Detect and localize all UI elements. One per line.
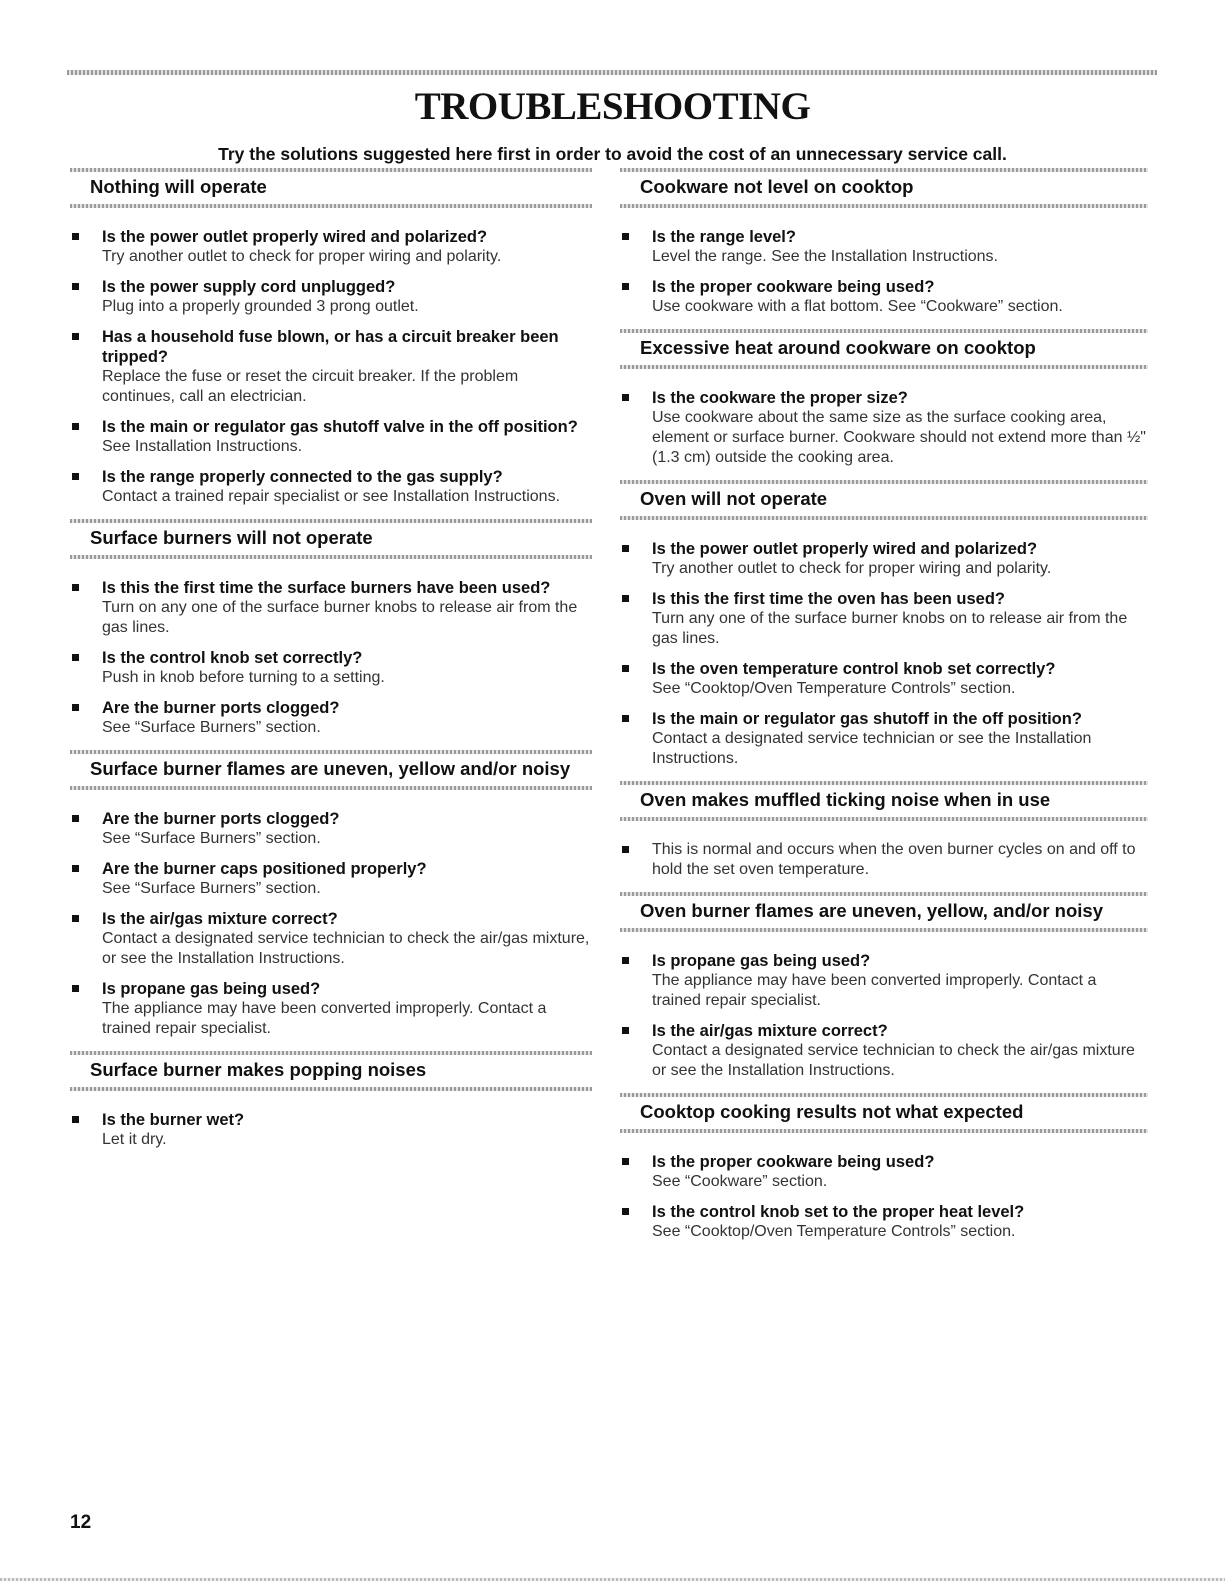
section-title: Oven will not operate — [640, 488, 828, 509]
square-bullet-icon — [72, 283, 79, 290]
question: Are the burner ports clogged? — [102, 810, 340, 828]
square-bullet-icon — [72, 1116, 79, 1123]
square-bullet-icon — [622, 1027, 629, 1034]
answer: Contact a trained repair specialist or see Installation Instructions. — [102, 488, 561, 505]
list-item — [70, 909, 592, 969]
square-bullet-icon — [622, 1208, 629, 1215]
section-header — [620, 781, 1148, 821]
list-item — [620, 840, 1148, 880]
right-column — [620, 168, 1148, 1254]
square-bullet-icon — [72, 704, 79, 711]
section-title: Oven makes muffled ticking noise when in use — [640, 789, 1051, 810]
question: Is the control knob set correctly? — [102, 649, 363, 667]
section-surface-burner-makes-popping-noises — [70, 1051, 592, 1150]
list-item — [70, 467, 592, 507]
list-item — [620, 659, 1148, 699]
square-bullet-icon — [72, 654, 79, 661]
left-column — [70, 168, 592, 1162]
list-item — [620, 1021, 1148, 1081]
question: Is the power outlet properly wired and polarized? — [652, 540, 1038, 558]
answer: Contact a designated service technician to check the air/gas mixture or see the Installation Instructions. — [652, 1042, 1135, 1079]
list-item — [70, 277, 592, 317]
section-header — [620, 1093, 1148, 1133]
list-item — [620, 1152, 1148, 1192]
question: Is the burner wet? — [102, 1111, 245, 1129]
question: Is the proper cookware being used? — [652, 1153, 935, 1171]
question: Is the main or regulator gas shutoff in the off position? — [652, 710, 1082, 728]
section-header — [620, 892, 1148, 932]
bottom-rule — [0, 1578, 1225, 1581]
question: Is the control knob set to the proper heat level? — [652, 1203, 1025, 1221]
section-title: Oven burner flames are uneven, yellow, and/or noisy — [640, 900, 1103, 921]
answer: Turn on any one of the surface burner knobs to release air from the gas lines. — [102, 599, 578, 636]
list-item — [620, 951, 1148, 1011]
question: Is the air/gas mixture correct? — [102, 910, 338, 928]
answer: See “Surface Burners” section. — [102, 719, 321, 736]
section-nothing-will-operate — [70, 168, 592, 507]
square-bullet-icon — [72, 815, 79, 822]
page-subtitle: Try the solutions suggested here first in order to avoid the cost of an unnecessary service call. — [218, 144, 1007, 164]
question: Are the burner ports clogged? — [102, 699, 340, 717]
list-item — [70, 327, 592, 407]
section-header — [70, 168, 592, 208]
question: Is the range properly connected to the gas supply? — [102, 468, 503, 486]
answer: See “Surface Burners” section. — [102, 880, 321, 897]
section-title: Surface burner makes popping noises — [90, 1059, 427, 1080]
square-bullet-icon — [622, 1158, 629, 1165]
section-header — [620, 480, 1148, 520]
section-header — [620, 168, 1148, 208]
answer: Push in knob before turning to a setting. — [102, 669, 385, 686]
square-bullet-icon — [72, 865, 79, 872]
section-surface-burner-flames-are-uneven-yellow-and-or-noisy — [70, 750, 592, 1039]
list-item — [70, 648, 592, 688]
answer: The appliance may have been converted improperly. Contact a trained repair specialist. — [102, 1000, 547, 1037]
section-title: Nothing will operate — [90, 176, 267, 197]
square-bullet-icon — [622, 715, 629, 722]
answer: See “Cookware” section. — [652, 1173, 828, 1190]
list-item — [70, 809, 592, 849]
question: Is this the first time the surface burners have been used? — [102, 579, 551, 597]
square-bullet-icon — [72, 915, 79, 922]
list-item — [70, 698, 592, 738]
question: Is the range level? — [652, 228, 796, 246]
page-title: TROUBLESHOOTING — [414, 85, 811, 128]
answer: Contact a designated service technician or see the Installation Instructions. — [652, 730, 1092, 767]
list-item — [70, 859, 592, 899]
square-bullet-icon — [622, 283, 629, 290]
answer: Contact a designated service technician to check the air/gas mixture, or see the Installation Instructions. — [102, 930, 590, 967]
square-bullet-icon — [72, 584, 79, 591]
list-item — [620, 1202, 1148, 1242]
page-number: 12 — [70, 1512, 92, 1533]
square-bullet-icon — [72, 473, 79, 480]
question: Is the main or regulator gas shutoff valve in the off position? — [102, 418, 578, 436]
section-title: Cookware not level on cooktop — [640, 176, 914, 197]
answer: See “Cooktop/Oven Temperature Controls” section. — [652, 1223, 1016, 1240]
list-item — [70, 578, 592, 638]
question: Are the burner caps positioned properly? — [102, 860, 427, 878]
question: Is the cookware the proper size? — [652, 389, 908, 407]
section-header — [70, 519, 592, 559]
question: Is this the first time the oven has been used? — [652, 590, 1005, 608]
answer: The appliance may have been converted improperly. Contact a trained repair specialist. — [652, 972, 1097, 1009]
square-bullet-icon — [72, 423, 79, 430]
list-item — [620, 709, 1148, 769]
list-item — [620, 227, 1148, 267]
list-item — [70, 979, 592, 1039]
list-item — [620, 589, 1148, 649]
answer: See Installation Instructions. — [102, 438, 303, 455]
section-oven-makes-muffled-ticking-noise-when-in-use — [620, 781, 1148, 880]
list-item — [620, 539, 1148, 579]
question: Is the power supply cord unplugged? — [102, 278, 396, 296]
square-bullet-icon — [72, 985, 79, 992]
square-bullet-icon — [622, 957, 629, 964]
question: Is the air/gas mixture correct? — [652, 1022, 888, 1040]
section-title: Surface burners will not operate — [90, 527, 373, 548]
answer: Plug into a properly grounded 3 prong outlet. — [102, 298, 419, 315]
section-oven-burner-flames-are-uneven-yellow-and-or-noisy — [620, 892, 1148, 1081]
top-rule — [67, 70, 1157, 75]
section-header — [70, 1051, 592, 1091]
question: Is the proper cookware being used? — [652, 278, 935, 296]
square-bullet-icon — [622, 545, 629, 552]
question: Is the power outlet properly wired and polarized? — [102, 228, 488, 246]
section-title: Surface burner flames are uneven, yellow and/or noisy — [90, 758, 571, 779]
answer: This is normal and occurs when the oven burner cycles on and off to hold the set oven temperature. — [652, 841, 1136, 878]
section-oven-will-not-operate — [620, 480, 1148, 769]
question: Is the oven temperature control knob set correctly? — [652, 660, 1056, 678]
answer: Level the range. See the Installation Instructions. — [652, 248, 998, 265]
list-item — [70, 1110, 592, 1150]
square-bullet-icon — [622, 595, 629, 602]
section-title: Excessive heat around cookware on cooktop — [640, 337, 1036, 358]
list-item — [620, 277, 1148, 317]
question: Has a household fuse blown, or has a circuit breaker been tripped? — [102, 328, 559, 366]
section-excessive-heat-around-cookware-on-cooktop — [620, 329, 1148, 468]
section-title: Cooktop cooking results not what expected — [640, 1101, 1024, 1122]
square-bullet-icon — [622, 394, 629, 401]
square-bullet-icon — [622, 846, 629, 853]
question: Is propane gas being used? — [102, 980, 321, 998]
answer: Use cookware with a flat bottom. See “Cookware” section. — [652, 298, 1063, 315]
section-surface-burners-will-not-operate — [70, 519, 592, 738]
answer: Turn any one of the surface burner knobs on to release air from the gas lines. — [652, 610, 1128, 647]
answer: Let it dry. — [102, 1131, 167, 1148]
answer: Use cookware about the same size as the surface cooking area, element or surface burner. Cookware should not extend more than ½" (1.3 cm) outside the cooking area. — [652, 409, 1146, 466]
question: Is propane gas being used? — [652, 952, 871, 970]
square-bullet-icon — [72, 333, 79, 340]
list-item — [70, 227, 592, 267]
answer: Replace the fuse or reset the circuit breaker. If the problem continues, call an electrician. — [102, 368, 519, 405]
list-item — [620, 388, 1148, 468]
list-item — [70, 417, 592, 457]
section-cooktop-cooking-results-not-what-expected — [620, 1093, 1148, 1242]
answer: See “Surface Burners” section. — [102, 830, 321, 847]
square-bullet-icon — [72, 233, 79, 240]
section-cookware-not-level-on-cooktop — [620, 168, 1148, 317]
square-bullet-icon — [622, 233, 629, 240]
section-header — [620, 329, 1148, 369]
answer: See “Cooktop/Oven Temperature Controls” section. — [652, 680, 1016, 697]
answer: Try another outlet to check for proper wiring and polarity. — [652, 560, 1052, 577]
section-header — [70, 750, 592, 790]
answer: Try another outlet to check for proper wiring and polarity. — [102, 248, 502, 265]
square-bullet-icon — [622, 665, 629, 672]
